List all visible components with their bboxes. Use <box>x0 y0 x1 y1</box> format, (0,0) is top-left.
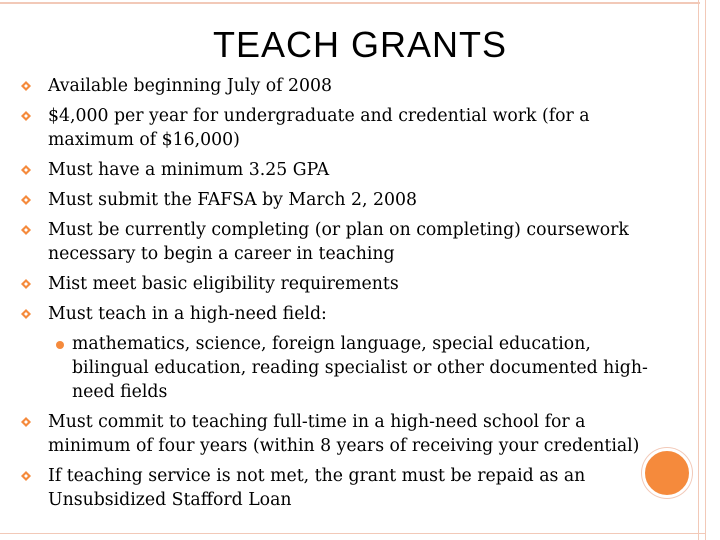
bullet-item <box>20 302 670 404</box>
bullet-item <box>20 410 670 458</box>
bullet-text: Must commit to teaching full-time in a high-need school for a minimum of four years (within 8 years of receiving your credential) <box>48 412 640 456</box>
ornament-bullet-icon <box>20 164 32 176</box>
frame-top-line <box>0 2 700 4</box>
bullet-item <box>20 464 670 512</box>
bullet-item <box>20 104 670 152</box>
ornament-bullet-icon <box>20 110 32 122</box>
ornament-bullet-icon <box>20 470 32 482</box>
bullet-item <box>20 272 670 296</box>
bullet-item <box>20 158 670 182</box>
bullet-text: $4,000 per year for undergraduate and credential work (for a maximum of $16,000) <box>48 106 590 150</box>
bullet-text: Available beginning July of 2008 <box>48 76 332 96</box>
frame-right-border <box>698 0 706 540</box>
bullet-item <box>20 188 670 212</box>
ornament-bullet-icon <box>20 194 32 206</box>
ornament-bullet-icon <box>20 278 32 290</box>
bullet-text: Must have a minimum 3.25 GPA <box>48 160 330 180</box>
frame-bottom-line <box>0 533 706 534</box>
sub-bullet-text: mathematics, science, foreign language, special education, bilingual education, reading specialist or other documented high-need fields <box>72 334 648 402</box>
slide-title: TEACH GRANTS <box>212 24 508 65</box>
bullet-text: Mist meet basic eligibility requirements <box>48 274 399 294</box>
bullet-list <box>20 74 670 518</box>
ornament-bullet-icon <box>20 416 32 428</box>
ornament-bullet-icon <box>20 308 32 320</box>
bullet-item <box>20 74 670 98</box>
bullet-item <box>20 218 670 266</box>
ornament-bullet-icon <box>20 224 32 236</box>
sub-bullet-item <box>20 332 670 404</box>
ornament-bullet-icon <box>20 80 32 92</box>
bullet-text: Must be currently completing (or plan on completing) coursework necessary to begin a career in teaching <box>48 220 629 264</box>
bullet-text: Must submit the FAFSA by March 2, 2008 <box>48 190 417 210</box>
bullet-text: Must teach in a high-need field: <box>48 304 327 324</box>
bullet-text: If teaching service is not met, the grant must be repaid as an Unsubsidized Stafford Loan <box>48 466 586 510</box>
dot-bullet-icon <box>56 341 64 349</box>
